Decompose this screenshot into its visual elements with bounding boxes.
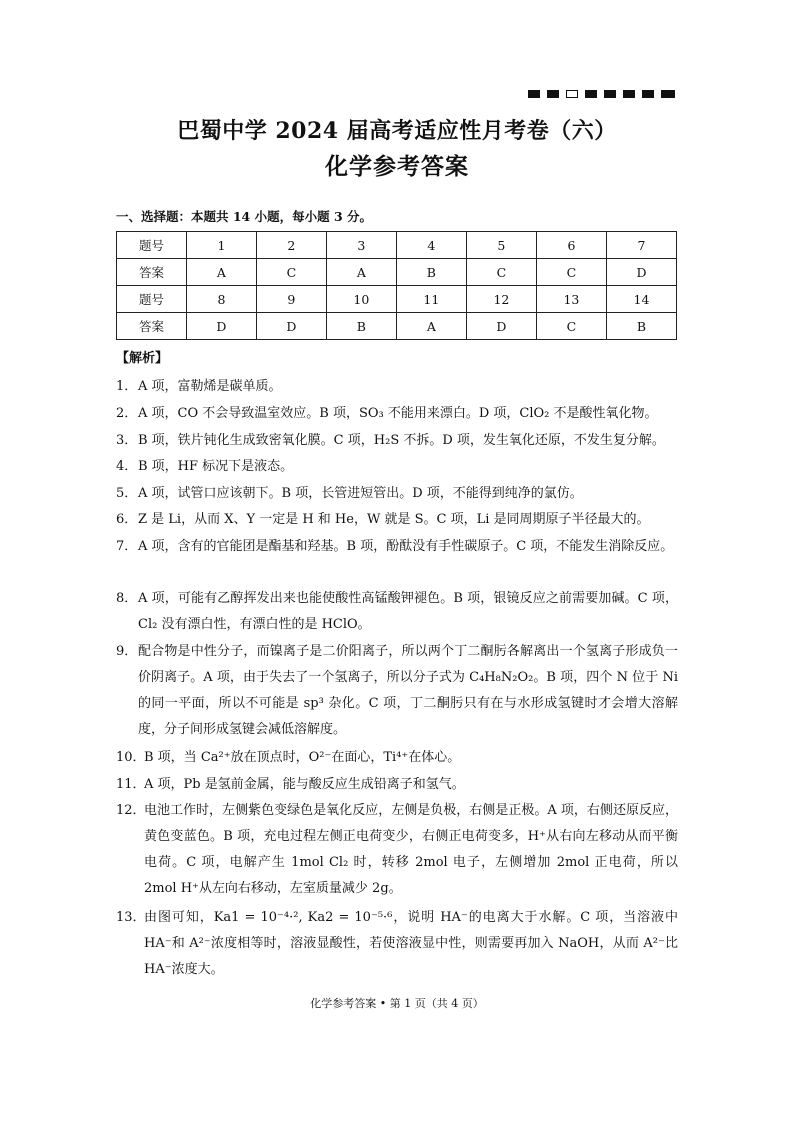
analysis-item: 11． A 项，Pb 是氢前金属，能与酸反应生成铅离子和氢气。 bbox=[116, 777, 465, 792]
table-cell: 11 bbox=[396, 286, 466, 313]
table-cell: D bbox=[186, 313, 256, 340]
document-title: 巴蜀中学 2024 届高考适应性月考卷（六） bbox=[177, 118, 617, 144]
table-cell: C bbox=[536, 259, 606, 286]
analysis-item: 1． A 项，富勒烯是碳单质。 bbox=[116, 379, 282, 394]
table-cell: 2 bbox=[256, 232, 326, 259]
table-cell: C bbox=[256, 259, 326, 286]
analysis-item: 9． 配合物是中性分子，而镍离子是二价阳离子，所以两个丁二酮肟各解离出一个氢离子形成负一价阴离子。A 项，由于失去了一个氢离子，所以分子式为 C₄H₈N₂O₂。B 项，四个 N 位于 Ni 的同一平面，所以不可能是 sp³ 杂化。C 项，丁二酮肟只有在与水形成氢键时才会增大溶解度，分子间形成氢键会减低溶解度。 bbox=[116, 644, 678, 737]
table-cell: 题号 bbox=[117, 286, 187, 313]
table-cell: C bbox=[536, 313, 606, 340]
table-row bbox=[117, 286, 677, 313]
table-cell: 1 bbox=[186, 232, 256, 259]
table-row bbox=[117, 232, 677, 259]
table-cell: A bbox=[186, 259, 256, 286]
analysis-item: 12． 电池工作时，左侧紫色变绿色是氧化反应，左侧是负极，右侧是正极。A 项，右侧还原反应，黄色变蓝色。B 项，充电过程左侧正电荷变少，右侧正电荷变多，H⁺从右向左移动从而平衡电荷。C 项，电解产生 1mol Cl₂ 时，转移 2mol 电子，左侧增加 2mol 正电荷，所以 2mol H⁺从左向右移动，左室质量减少 2g。 bbox=[116, 803, 678, 896]
analysis-item: 6． Z 是 Li，从而 X、Y 一定是 H 和 He，W 就是 S。C 项，Li 是同周期原子半径最大的。 bbox=[116, 512, 650, 527]
analysis-item: 8． A 项，可能有乙醇挥发出来也能使酸性高锰酸钾褪色。B 项，银镜反应之前需要加碱。C 项，Cl₂ 没有漂白性，有漂白性的是 HClO。 bbox=[116, 591, 678, 632]
analysis-item: 4． B 项，HF 标况下是液态。 bbox=[116, 459, 294, 474]
table-cell: 题号 bbox=[117, 232, 187, 259]
table-cell: 7 bbox=[606, 232, 676, 259]
analysis-heading: 【解析】 bbox=[116, 351, 169, 366]
table-cell: 6 bbox=[536, 232, 606, 259]
table-cell: 9 bbox=[256, 286, 326, 313]
registration-marks bbox=[528, 90, 682, 99]
table-cell: A bbox=[326, 259, 396, 286]
analysis-item: 7． A 项，含有的官能团是酯基和羟基。B 项，酚酞没有手性碳原子。C 项，不能发生消除反应。 bbox=[116, 539, 674, 554]
table-row bbox=[117, 313, 677, 340]
table-cell: 8 bbox=[186, 286, 256, 313]
table-cell: 13 bbox=[536, 286, 606, 313]
table-cell: D bbox=[256, 313, 326, 340]
analysis-item: 3． B 项，铁片钝化生成致密氧化膜。C 项，H₂S 不拆。D 项，发生氧化还原，不发生复分解。 bbox=[116, 433, 665, 448]
table-cell: A bbox=[396, 313, 466, 340]
table-cell: C bbox=[466, 259, 536, 286]
table-cell: 4 bbox=[396, 232, 466, 259]
answer-table bbox=[116, 231, 677, 340]
table-cell: 10 bbox=[326, 286, 396, 313]
table-cell: D bbox=[606, 259, 676, 286]
analysis-item: 5． A 项，试管口应该朝下。B 项，长管进短管出。D 项，不能得到纯净的氯仿。 bbox=[116, 486, 583, 501]
table-cell: 14 bbox=[606, 286, 676, 313]
table-cell: B bbox=[606, 313, 676, 340]
table-cell: D bbox=[466, 313, 536, 340]
analysis-item: 13． 由图可知，Ka1 = 10⁻⁴·², Ka2 = 10⁻⁵·⁶，说明 HA⁻的电离大于水解。C 项，当溶液中 HA⁻和 A²⁻浓度相等时，溶液显酸性，若使溶液显中性，则需要再加入 NaOH，从而 A²⁻比 HA⁻浓度大。 bbox=[116, 910, 678, 977]
analysis-item: 10． B 项，当 Ca²⁺放在顶点时，O²⁻在面心，Ti⁴⁺在体心。 bbox=[116, 750, 461, 765]
table-cell: 12 bbox=[466, 286, 536, 313]
table-cell: B bbox=[396, 259, 466, 286]
table-cell: 答案 bbox=[117, 313, 187, 340]
table-cell: 3 bbox=[326, 232, 396, 259]
table-row bbox=[117, 259, 677, 286]
section-heading: 一、选择题：本题共 14 小题，每小题 3 分。 bbox=[116, 209, 373, 224]
page-footer: 化学参考答案 • 第 1 页（共 4 页） bbox=[310, 997, 484, 1010]
table-cell: 答案 bbox=[117, 259, 187, 286]
table-cell: 5 bbox=[466, 232, 536, 259]
analysis-item: 2． A 项，CO 不会导致温室效应。B 项，SO₃ 不能用来漂白。D 项，ClO₂ 不是酸性氧化物。 bbox=[116, 406, 658, 421]
document-subtitle: 化学参考答案 bbox=[325, 153, 469, 180]
table-cell: B bbox=[326, 313, 396, 340]
